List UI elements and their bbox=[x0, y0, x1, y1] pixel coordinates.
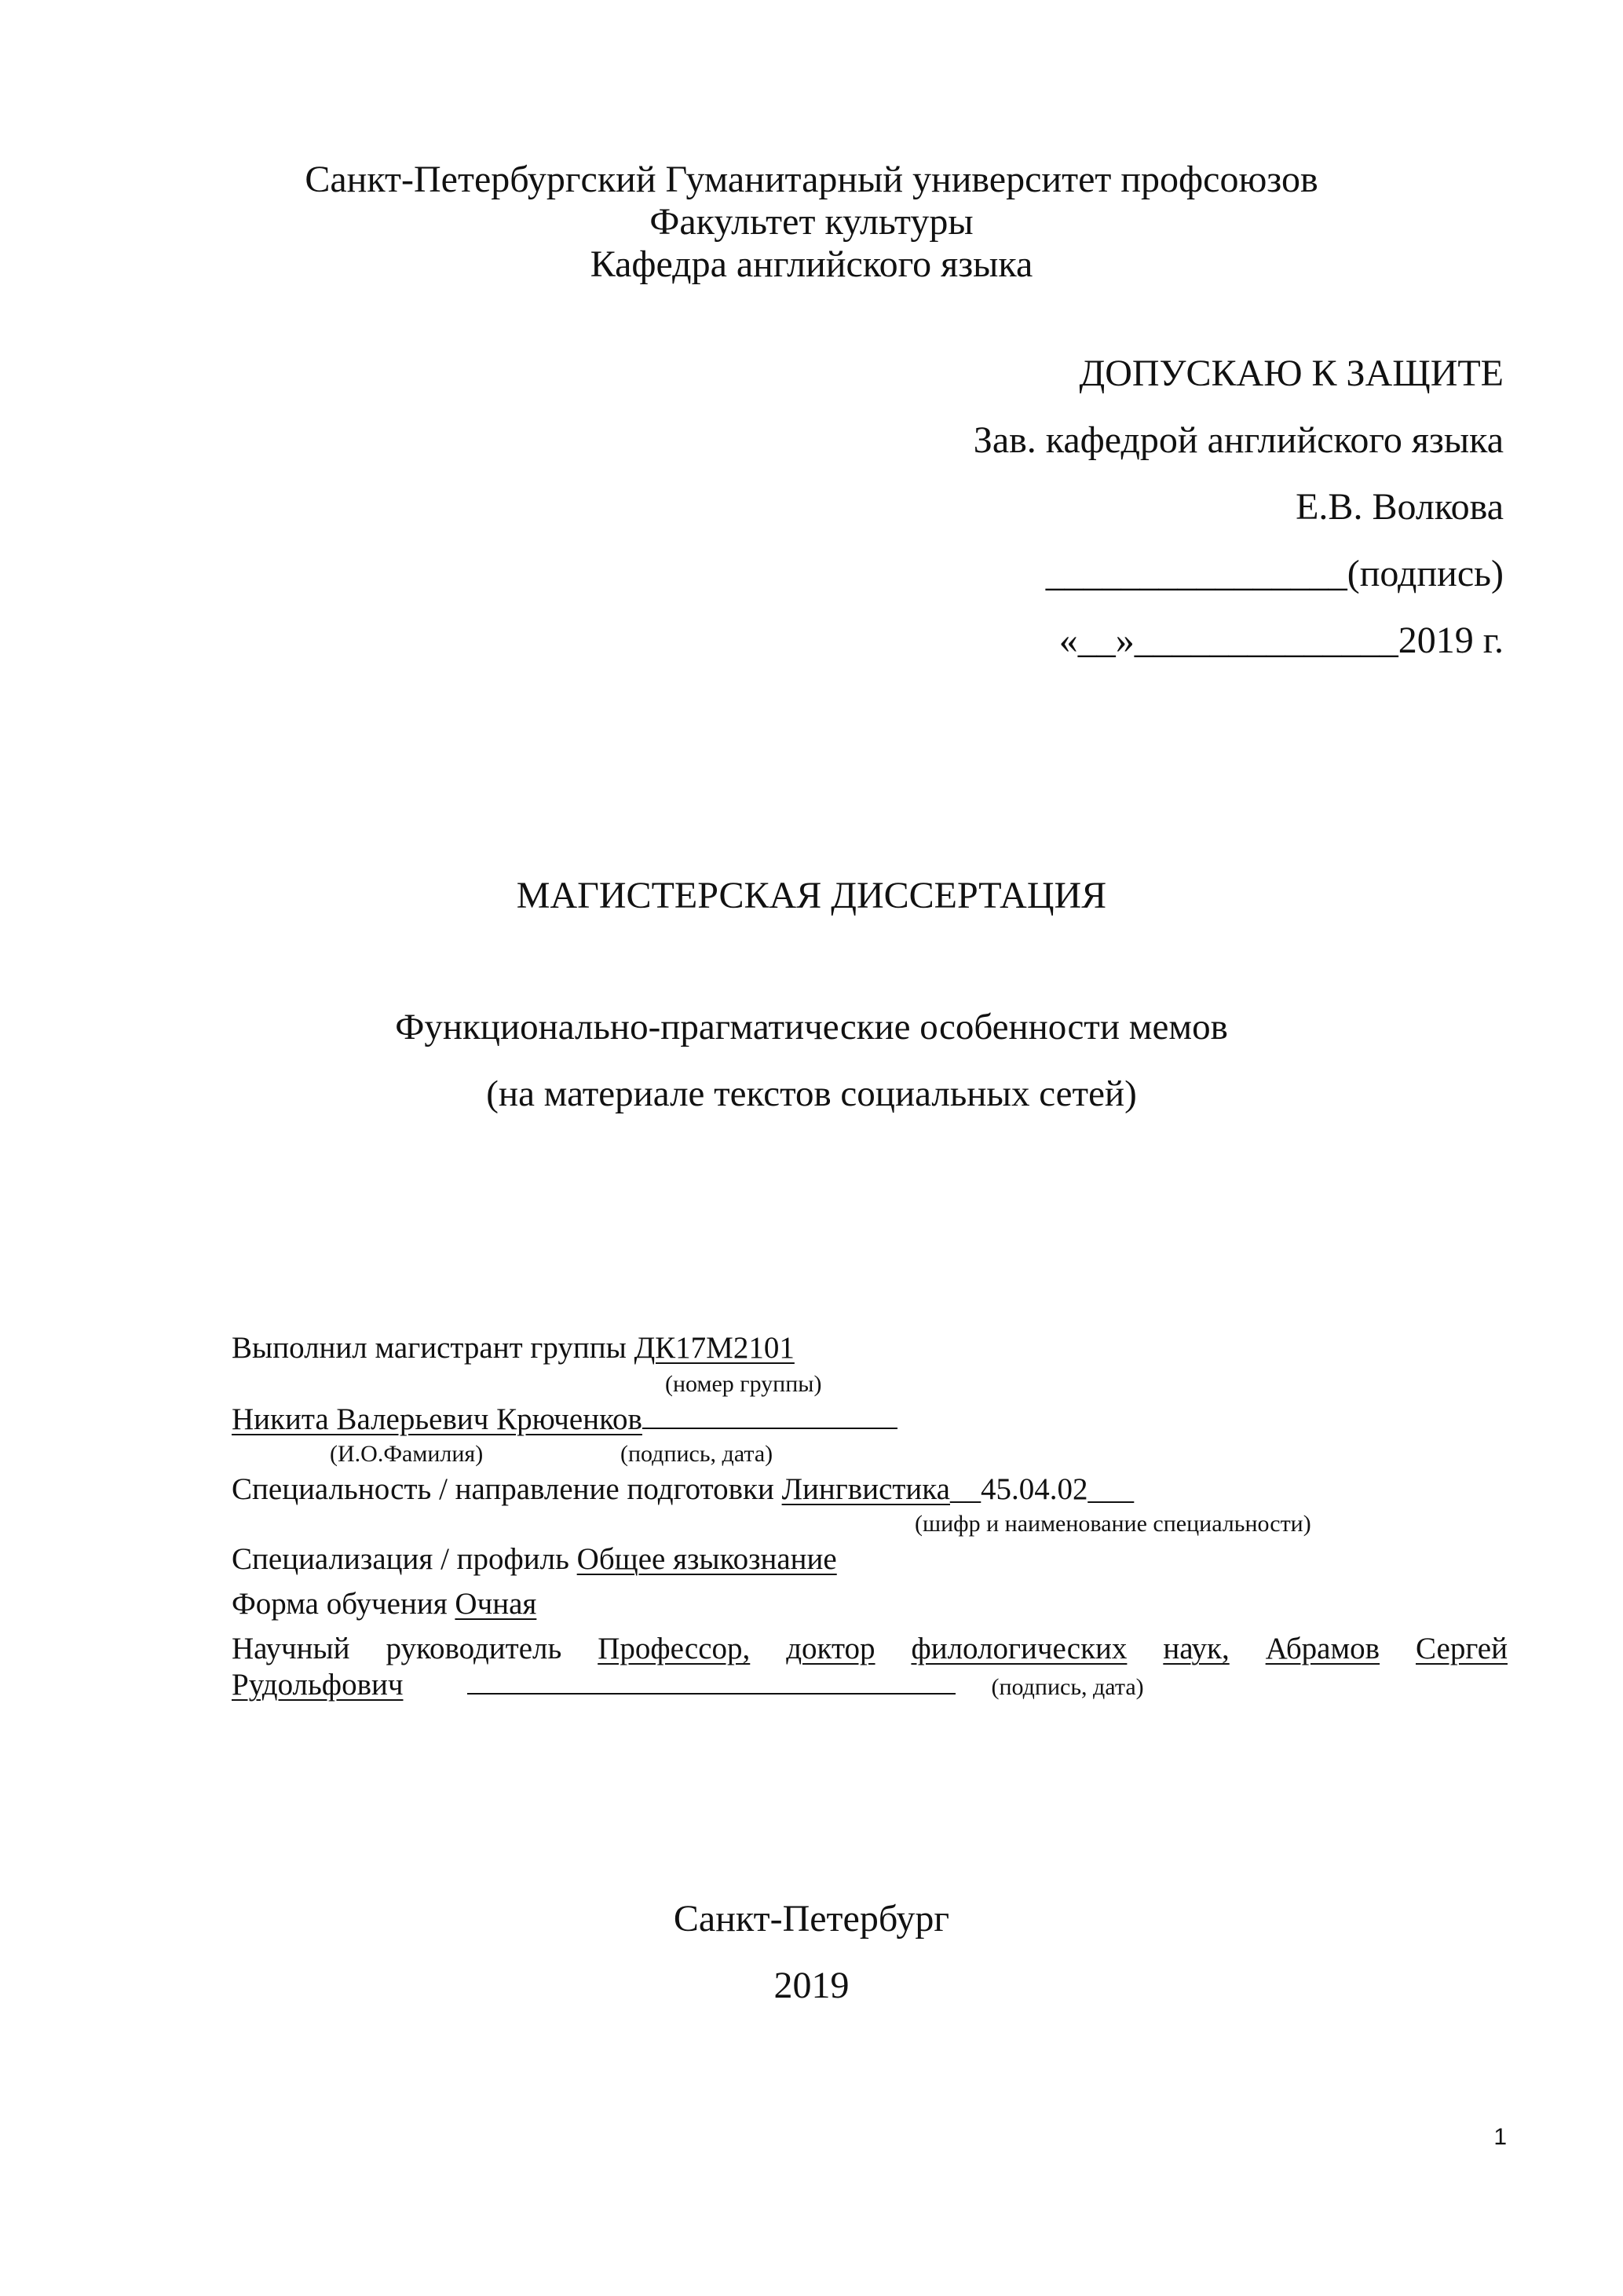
approval-signature-line bbox=[1046, 555, 1504, 593]
supervisor-signature-blank bbox=[467, 1692, 956, 1695]
approval-title: ДОПУСКАЮ К ЗАЩИТЕ bbox=[1079, 353, 1504, 394]
signature-blank: ________________ bbox=[1045, 553, 1347, 594]
supervisor-sign-hint: (подпись, дата) bbox=[991, 1674, 1144, 1700]
specialty-blank1: __ bbox=[949, 1472, 981, 1506]
department-name: Кафедра английского языка bbox=[590, 243, 1033, 285]
specialization-value: Общее языкознание bbox=[576, 1542, 837, 1576]
thesis-title-line2: (на материале текстов социальных сетей) bbox=[486, 1073, 1137, 1114]
specialty-label: Специальность / направление подготовки bbox=[232, 1472, 782, 1506]
specialty-hint: (шифр и наименование специальности) bbox=[915, 1511, 1311, 1537]
specialty-blank2: ___ bbox=[1087, 1472, 1134, 1506]
student-name: Никита Валерьевич Крюченков bbox=[232, 1402, 642, 1436]
date-year: 2019 г. bbox=[1398, 620, 1504, 661]
supervisor-word: филологических bbox=[911, 1632, 1128, 1665]
specialty-line bbox=[232, 1474, 1134, 1504]
date-blank: ______________ bbox=[1134, 620, 1398, 661]
group-value: ДК17М2101 bbox=[634, 1331, 795, 1365]
group-hint: (номер группы) bbox=[665, 1371, 822, 1397]
approval-date-line bbox=[1059, 622, 1504, 660]
supervisor-word: Профессор, bbox=[598, 1632, 751, 1665]
supervisor-word: руководитель bbox=[386, 1632, 562, 1665]
approval-position: Зав. кафедрой английского языка bbox=[973, 419, 1504, 461]
supervisor-patronymic: Рудольфович bbox=[232, 1668, 404, 1702]
city: Санкт-Петербург bbox=[673, 1898, 950, 1940]
student-line bbox=[232, 1404, 897, 1435]
thesis-type: МАГИСТЕРСКАЯ ДИССЕРТАЦИЯ bbox=[516, 875, 1107, 916]
study-form-label: Форма обучения bbox=[232, 1587, 455, 1621]
signature-label: (подпись) bbox=[1347, 553, 1504, 594]
page-number: 1 bbox=[1493, 2124, 1507, 2150]
student-hint-sign: (подпись, дата) bbox=[620, 1441, 773, 1467]
specialization-label: Специализация / профиль bbox=[232, 1542, 577, 1576]
faculty-name: Факультет культуры bbox=[649, 201, 974, 243]
supervisor-word: Абрамов bbox=[1265, 1632, 1380, 1665]
student-signature-blank bbox=[642, 1427, 897, 1429]
supervisor-line2 bbox=[232, 1669, 1144, 1700]
supervisor-word: Научный bbox=[232, 1632, 350, 1665]
year: 2019 bbox=[773, 1965, 850, 2006]
study-form-line bbox=[232, 1589, 536, 1619]
thesis-title-line1: Функционально-прагматические особенности мемов bbox=[395, 1007, 1228, 1047]
specialty-value: Лингвистика bbox=[781, 1472, 950, 1506]
supervisor-line1 bbox=[232, 1633, 1508, 1664]
date-day: «__» bbox=[1058, 620, 1135, 661]
specialization-line bbox=[232, 1544, 837, 1574]
supervisor-word: доктор bbox=[786, 1632, 875, 1665]
study-form-value: Очная bbox=[455, 1587, 537, 1621]
group-line bbox=[232, 1333, 795, 1363]
supervisor-word: Сергей bbox=[1416, 1632, 1508, 1665]
performed-label: Выполнил магистрант группы bbox=[232, 1331, 634, 1365]
specialty-code: 45.04.02 bbox=[980, 1472, 1088, 1506]
approval-name: Е.В. Волкова bbox=[1296, 486, 1504, 528]
university-name: Санкт-Петербургский Гуманитарный университет профсоюзов bbox=[305, 159, 1318, 200]
student-hint-name: (И.О.Фамилия) bbox=[330, 1441, 484, 1467]
supervisor-word: наук, bbox=[1163, 1632, 1230, 1665]
